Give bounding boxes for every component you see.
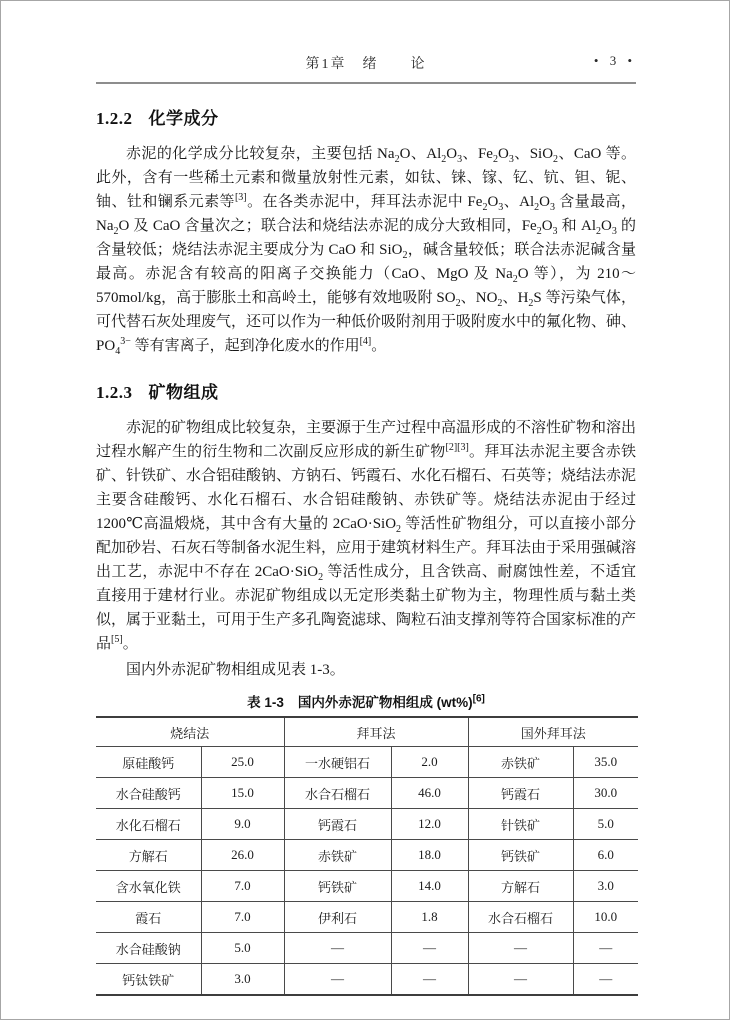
paragraph-chemical-composition: 赤泥的化学成分比较复杂，主要包括 $Na_2O$、$Al_2O_3$、$Fe_2O_3$、SiO$_2$、CaO 等。此外，含有一些稀土元素和微量放射性元素，如钛、铼、镓、钇、钪、钽、铌、铀、钍和镧系元素等[3]。在各类赤泥中，拜耳法赤泥中 $Fe_2O_3$、$Al_2O_3$ 含量最高，$Na_2O$ 及 CaO 含量次之；联合法和烧结法赤泥的成分大致相同，$Fe_2O_3$ 和 $Al_2O_3$ 的含量较低；烧结法赤泥主要成分为 CaO 和 SiO$_2$，碱含量较低；联合法赤泥碱含量最高。赤泥含有较高的阳离子交换能力（CaO、MgO 及 $Na_2O$ 等），为 210～570mol/kg，高于膨胀土和高岭土，能够有效地吸附 $SO_2$、$NO_2$、$H_2S$ 等污染气体，可代替石灰处理废气，还可以作为一种低价吸附剂用于吸附废水中的氟化物、砷、$PO_4^{3-}$ 等有害离子，起到净化废水的作用[4]。 [96,146,637,357]
mineral-value-cell: — [391,964,468,996]
mineral-name-cell: — [284,933,391,964]
paragraph-table-lead-in: 国内外赤泥矿物相组成见表 1-3。 [126,662,345,678]
mineral-name-cell: 钙霞石 [468,778,573,809]
mineral-value-cell: 1.8 [391,902,468,933]
table-caption-label: 表 1-3 [247,695,284,710]
mineral-name-cell: 一水硬铝石 [284,747,391,778]
mineral-name-cell: 霞石 [96,902,201,933]
section-heading-chemical-composition [96,104,636,129]
mineral-value-cell: 15.0 [201,778,284,809]
mineral-value-cell: 46.0 [391,778,468,809]
table-row [96,840,638,871]
mineral-value-cell: 9.0 [201,809,284,840]
mineral-value-cell: — [391,933,468,964]
mineral-name-cell: 水合石榴石 [468,902,573,933]
mineral-name-cell: 钙霞石 [284,809,391,840]
mineral-name-cell: — [468,964,573,996]
mineral-value-cell: — [599,971,613,986]
group-header-foreign-bayer: 国外拜耳法 [468,717,638,747]
mineral-name-cell: 方解石 [468,871,573,902]
mineral-name-cell: 钙钛铁矿 [96,964,201,996]
mineral-value-cell: 10.0 [573,902,638,933]
table-header-row [96,717,638,747]
section-number: 1.2.2 [96,109,133,128]
table-caption [96,691,636,711]
page-number: • 3 • [593,53,636,68]
section-heading-mineral-composition [96,378,636,403]
page-content [1,1,729,996]
table-row [96,933,638,964]
table-row [96,809,638,840]
table-row [96,902,638,933]
paragraph-mineral-composition: 赤泥的矿物组成比较复杂，主要源于生产过程中高温形成的不溶性矿物和溶出过程水解产生的衍生物和二次副反应形成的新生矿物[2][3]。拜耳法赤泥主要含赤铁矿、针铁矿、水合铝硅酸钠、方钠石、钙霞石、水化石榴石、石英等；烧结法赤泥主要含硅酸钙、水化石榴石、水合铝硅酸钠、赤铁矿等。烧结法赤泥由于经过 1200℃高温煅烧，其中含有大量的 2CaO·SiO$_2$ 等活性矿物组分，可以直接小部分配加砂岩、石灰石等制备水泥生料，应用于建筑材料生产。拜耳法由于采用强碱溶出工艺，赤泥中不存在 2CaO·SiO$_2$ 等活性成分，且含铁高、耐腐蚀性差，不适宜直接用于建材行业。赤泥矿物组成以无定形类黏土矿物为主，物理性质与黏土类似，属于亚黏土，可用于生产多孔陶瓷滤球、陶粒石油支撑剂等符合国家标准的产品[5]。 [96,420,637,652]
mineral-name-cell: — [468,933,573,964]
mineral-name-cell: 含水氧化铁 [96,871,201,902]
table-row [96,778,638,809]
mineral-name-cell: 水化石榴石 [96,809,201,840]
section-title: 矿物组成 [148,383,219,402]
mineral-name-cell: 水合硅酸钙 [96,778,201,809]
group-header-bayer: 拜耳法 [284,717,468,747]
header-rule [96,82,636,84]
table-body [96,747,638,996]
table-row [96,964,638,996]
mineral-name-cell: 水合硅酸钠 [96,933,201,964]
table-row [96,747,638,778]
mineral-name-cell: 原硅酸钙 [96,747,201,778]
mineral-value-cell: — [573,933,638,964]
mineral-value-cell: 7.0 [201,902,284,933]
mineral-name-cell: 伊利石 [284,902,391,933]
mineral-value-cell: 7.0 [201,871,284,902]
table-row [96,871,638,902]
mineral-value-cell: 18.0 [391,840,468,871]
mineral-value-cell: 35.0 [573,747,638,778]
mineral-name-cell: 针铁矿 [468,809,573,840]
table-caption-title: 国内外赤泥矿物相组成 (wt%)[6] [297,693,485,710]
section-title: 化学成分 [148,109,219,128]
mineral-value-cell: 2.0 [391,747,468,778]
mineral-name-cell: 赤铁矿 [284,840,391,871]
section-number: 1.2.3 [96,383,133,402]
mineral-value-cell: 25.0 [201,747,284,778]
mineral-value-cell: 12.0 [391,809,468,840]
mineral-value-cell: 5.0 [201,933,284,964]
group-header-sintering: 烧结法 [96,717,284,747]
mineral-value-cell: 5.0 [573,809,638,840]
chapter-title: 第1章 绪 论 [305,57,427,72]
running-header [96,1,636,73]
mineral-value-cell: 26.0 [201,840,284,871]
mineral-value-cell: 3.0 [201,964,284,996]
mineral-name-cell: 水合石榴石 [284,778,391,809]
mineral-name-cell: 赤铁矿 [468,747,573,778]
mineral-name-cell: 方解石 [96,840,201,871]
mineral-value-cell: 30.0 [573,778,638,809]
mineral-name-cell: 钙铁矿 [284,871,391,902]
mineral-name-cell: — [284,964,391,996]
mineral-value-cell: 3.0 [573,871,638,902]
mineral-name-cell: 钙铁矿 [468,840,573,871]
mineral-value-cell: 14.0 [391,871,468,902]
mineral-composition-table [96,716,638,996]
mineral-value-cell: 6.0 [573,840,638,871]
